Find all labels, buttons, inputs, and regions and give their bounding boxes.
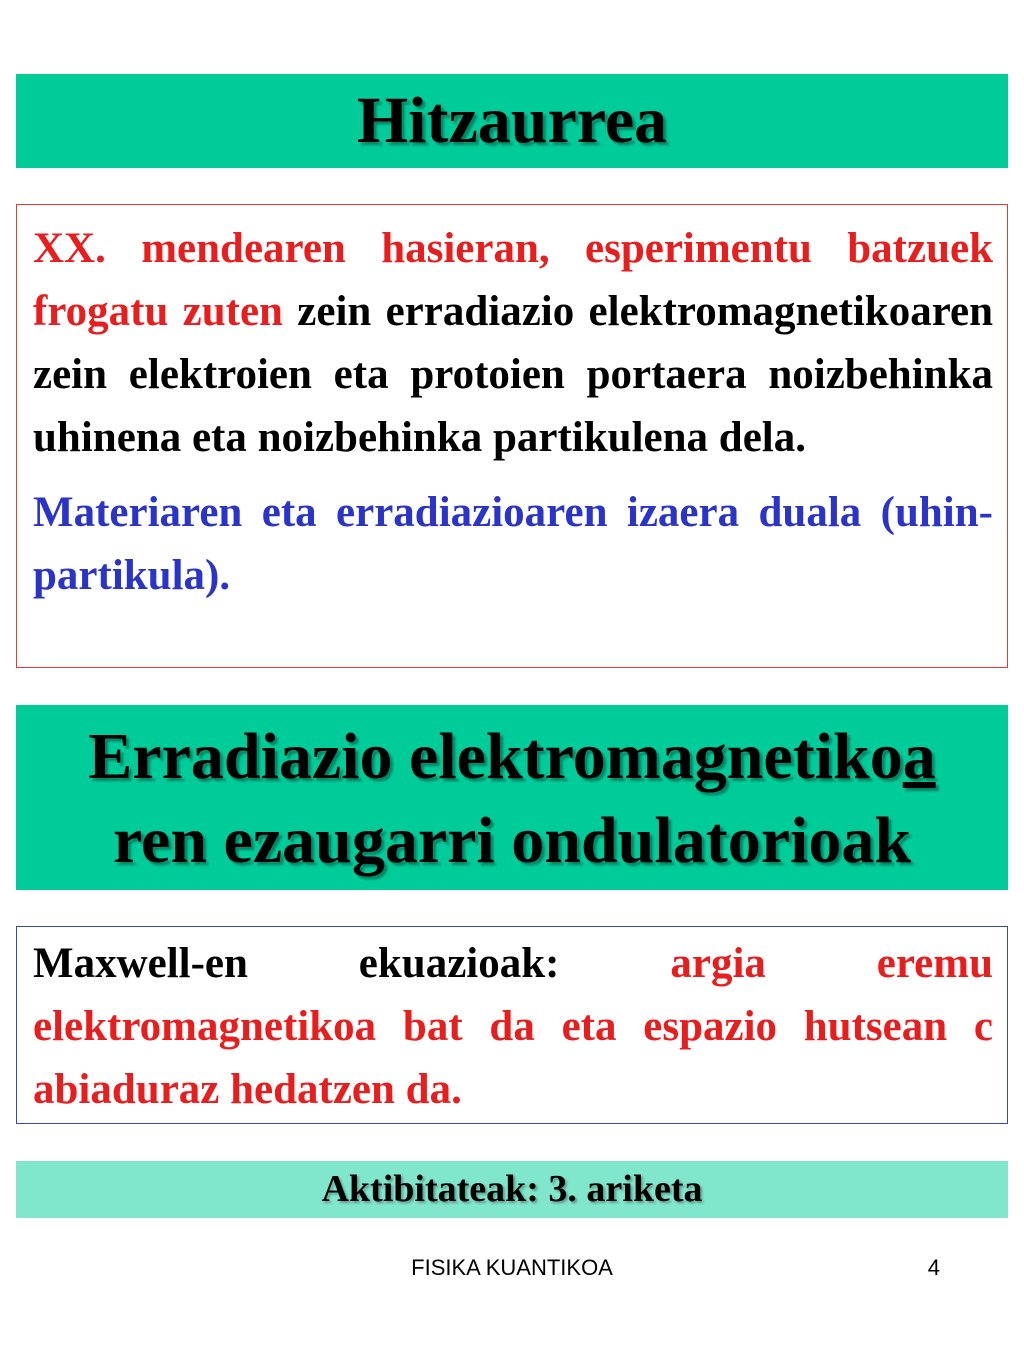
intro-black-text: zein erradiazio elektromagnetikoaren zein elektroien eta protoien portaera noizbehinka uhinena eta noizbehinka partikulena dela. <box>33 288 994 461</box>
intro-red-text: XX. mendearen hasieran, esperimentu batzuek frogatu zuten <box>33 225 993 335</box>
slide-title <box>16 74 1008 168</box>
maxwell-paragraph <box>33 932 993 1121</box>
footer-title: FISIKA KUANTIKOA <box>411 1255 613 1280</box>
slide-title-text: Hitzaurrea <box>356 84 668 157</box>
activity-banner <box>16 1161 1008 1218</box>
activity-text: Aktibitateak: 3. ariketa <box>321 1168 703 1210</box>
section-title-line1 <box>16 715 1008 799</box>
intro-text-box <box>16 204 1008 668</box>
section-title-line1-main: Erradiazio elektromagnetiko <box>88 720 903 793</box>
maxwell-red-text: argia eremu elektromagnetikoa bat da eta espazio hutsean c abiaduraz hedatzen da. <box>33 940 993 1113</box>
section-title <box>16 705 1008 890</box>
section-title-line2: ren ezaugarri ondulatorioak <box>112 804 912 877</box>
section-title-line1-underlined: a <box>902 720 936 793</box>
page-number: 4 <box>927 1255 940 1280</box>
intro-paragraph <box>33 217 993 469</box>
intro-blue-text: Materiaren eta erradiazioaren izaera duala (uhin-partikula). <box>33 489 993 599</box>
maxwell-text-box <box>16 926 1008 1124</box>
maxwell-black-text: Maxwell-en ekuazioak: <box>33 940 671 987</box>
